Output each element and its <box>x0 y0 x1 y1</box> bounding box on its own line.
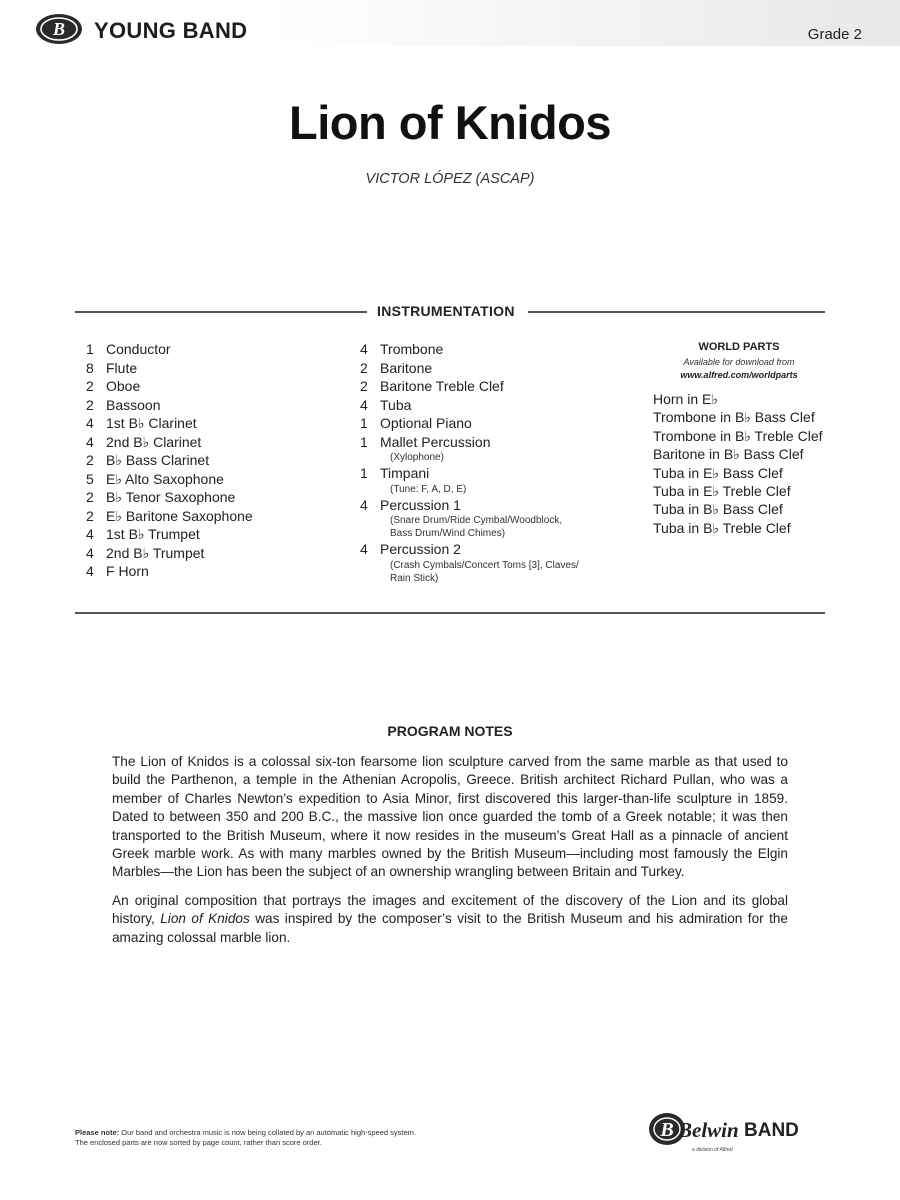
instrument-note: (Crash Cymbals/Concert Toms [3], Claves/ <box>390 559 579 571</box>
collation-footnote: Please note: Our band and orchestra music is now being collated by an automatic high-speed system. The enclosed parts are now sorted by page count, rather than score order. <box>75 1128 417 1147</box>
svg-text:B: B <box>660 1119 674 1141</box>
instrument-note: (Snare Drum/Ride Cymbal/Woodblock, <box>390 515 563 526</box>
instrument-quantity: 5 <box>86 470 94 487</box>
instrument-name: 1st B♭ Trumpet <box>106 526 200 542</box>
belwin-b-logo-icon <box>34 12 84 46</box>
instrument-row <box>86 414 316 433</box>
publisher-logo <box>648 1110 828 1155</box>
world-parts-subheading: Available for download from <box>683 357 795 367</box>
program-notes-heading: PROGRAM NOTES <box>387 723 513 739</box>
instrument-row <box>360 433 640 452</box>
instrument-quantity: 4 <box>86 526 94 542</box>
instrument-row <box>360 359 640 378</box>
instrument-quantity: 1 <box>360 415 368 431</box>
world-parts-list <box>653 390 823 537</box>
instrument-note: (Tune: F, A, D, E) <box>390 483 467 495</box>
instrument-quantity: 2 <box>360 359 368 376</box>
piece-title: Lion of Knidos <box>289 96 611 149</box>
world-parts-link[interactable]: www.alfred.com/worldparts <box>680 370 798 380</box>
instrument-name: F Horn <box>106 563 149 579</box>
world-part-item: Trombone in B♭ Treble Clef <box>653 427 823 444</box>
instrument-name: E♭ Baritone Saxophone <box>106 507 253 524</box>
instrument-list-col2 <box>360 340 640 585</box>
publisher-label: BAND <box>744 1120 799 1141</box>
instrument-name: Bassoon <box>106 396 161 413</box>
instrument-name: B♭ Bass Clarinet <box>106 452 210 468</box>
instrument-quantity: 1 <box>360 465 368 481</box>
instrument-name: 2nd B♭ Trumpet <box>106 544 205 561</box>
instrument-name: Percussion 1 <box>380 496 461 513</box>
instrument-row <box>360 414 640 433</box>
instrument-row <box>86 507 316 526</box>
instrument-name: Baritone <box>380 359 433 376</box>
instrument-row <box>86 562 316 581</box>
instrument-quantity: 4 <box>360 396 368 413</box>
instrument-quantity: 1 <box>86 341 94 357</box>
instrument-name: Tuba <box>380 396 412 413</box>
instrument-name: Baritone Treble Clef <box>380 378 504 394</box>
instrument-row <box>86 396 316 415</box>
instrument-row <box>86 377 316 396</box>
instrument-row <box>360 496 640 515</box>
instrument-quantity: 4 <box>86 433 94 450</box>
instrument-row <box>360 464 640 483</box>
instrument-row <box>86 525 316 544</box>
instrument-row <box>86 488 316 507</box>
world-part-item: Tuba in E♭ Treble Clef <box>653 483 791 500</box>
instrument-row <box>86 359 316 378</box>
instrument-quantity: 2 <box>86 452 94 468</box>
instrument-name: B♭ Tenor Saxophone <box>106 489 236 505</box>
instrument-quantity: 2 <box>86 507 94 524</box>
program-notes-paragraph-2: An original composition that portrays the images and excitement of the discovery of the Lion and its global history, Lion of Knidos was inspired by the composer’s visit to the British Museum and his admiration for the amazing colossal marble lion. <box>112 892 788 945</box>
instrument-name: Timpani <box>380 465 430 481</box>
instrument-quantity: 4 <box>86 544 94 561</box>
instrument-row <box>86 451 316 470</box>
instrument-row <box>360 377 640 396</box>
instrument-name: E♭ Alto Saxophone <box>106 470 224 487</box>
instrument-row <box>360 340 640 359</box>
composer-credit: VICTOR LÓPEZ (ASCAP) <box>365 171 535 187</box>
instrument-row <box>360 540 640 559</box>
instrument-quantity: 2 <box>86 378 94 394</box>
instrument-quantity: 4 <box>360 341 368 357</box>
divider-right <box>528 311 825 313</box>
divider-left <box>75 311 367 313</box>
instrument-row <box>86 340 316 359</box>
instrument-list-col1 <box>86 340 316 581</box>
instrument-quantity: 4 <box>360 496 368 513</box>
svg-text:Belwin: Belwin <box>678 1118 739 1142</box>
instrument-row <box>86 433 316 452</box>
instrument-note: Bass Drum/Wind Chimes) <box>390 528 506 539</box>
world-part-item: Tuba in B♭ Bass Clef <box>653 501 783 518</box>
program-notes-body <box>112 753 788 957</box>
instrument-quantity: 1 <box>360 433 368 450</box>
instrument-row <box>360 396 640 415</box>
header-band <box>0 0 900 46</box>
instrument-name: Conductor <box>106 341 171 357</box>
divider-bottom <box>75 612 825 614</box>
instrument-quantity: 2 <box>86 396 94 413</box>
instrument-row <box>86 544 316 563</box>
instrument-quantity: 2 <box>86 489 94 505</box>
instrument-note: (Xylophone) <box>390 452 444 463</box>
instrument-row <box>86 470 316 489</box>
instrument-name: Flute <box>106 359 138 376</box>
instrument-quantity: 4 <box>86 415 94 431</box>
instrument-name: 1st B♭ Clarinet <box>106 415 197 431</box>
instrument-quantity: 4 <box>360 541 368 557</box>
instrument-name: Trombone <box>380 341 444 357</box>
world-part-item: Trombone in B♭ Bass Clef <box>653 409 815 426</box>
instrument-quantity: 2 <box>360 378 368 394</box>
instrument-name: 2nd B♭ Clarinet <box>106 433 202 450</box>
instrument-name: Optional Piano <box>380 415 472 431</box>
instrument-quantity: 4 <box>86 563 94 579</box>
publisher-sub: a division of Alfred <box>692 1147 733 1153</box>
grade-label: Grade 2 <box>807 26 862 43</box>
instrument-quantity: 8 <box>86 359 94 376</box>
instrumentation-heading: INSTRUMENTATION <box>377 303 515 319</box>
svg-text:B: B <box>52 19 66 39</box>
world-part-item: Tuba in B♭ Treble Clef <box>653 519 791 536</box>
series-name: YOUNG BAND <box>94 18 248 43</box>
world-parts-heading: WORLD PARTS <box>698 341 780 353</box>
instrument-name: Mallet Percussion <box>380 433 491 450</box>
instrument-name: Percussion 2 <box>380 541 461 557</box>
instrument-note: Rain Stick) <box>390 572 439 584</box>
program-notes-paragraph-1: The Lion of Knidos is a colossal six-ton fearsome lion sculpture carved from the same marble as that used to build the Parthenon, a temple in the Athenian Acropolis, Greece. British architect Richard Pullan, who was a member of Charles Newton’s expedition to Asia Minor, first discovered this larger-than-life sculpture in 1859. Dated to between 350 and 200 B.C., the massive lion once guarded the tomb of a Greek notable; it was then transported to the British Museum, where it now resides in the museum’s Great Hall as a pinnacle of ancient Greek marble work. As with many marbles owned by the British Museum—including most famously the Elgin Marbles—the Lion has been the subject of an ownership wrangling between Britain and Turkey. <box>112 754 788 880</box>
belwin-badge-icon <box>648 1110 740 1148</box>
world-part-item: Tuba in E♭ Bass Clef <box>653 464 783 481</box>
instrument-name: Oboe <box>106 378 141 394</box>
world-part-item: Baritone in B♭ Bass Clef <box>653 446 804 463</box>
world-part-item: Horn in E♭ <box>653 391 718 407</box>
